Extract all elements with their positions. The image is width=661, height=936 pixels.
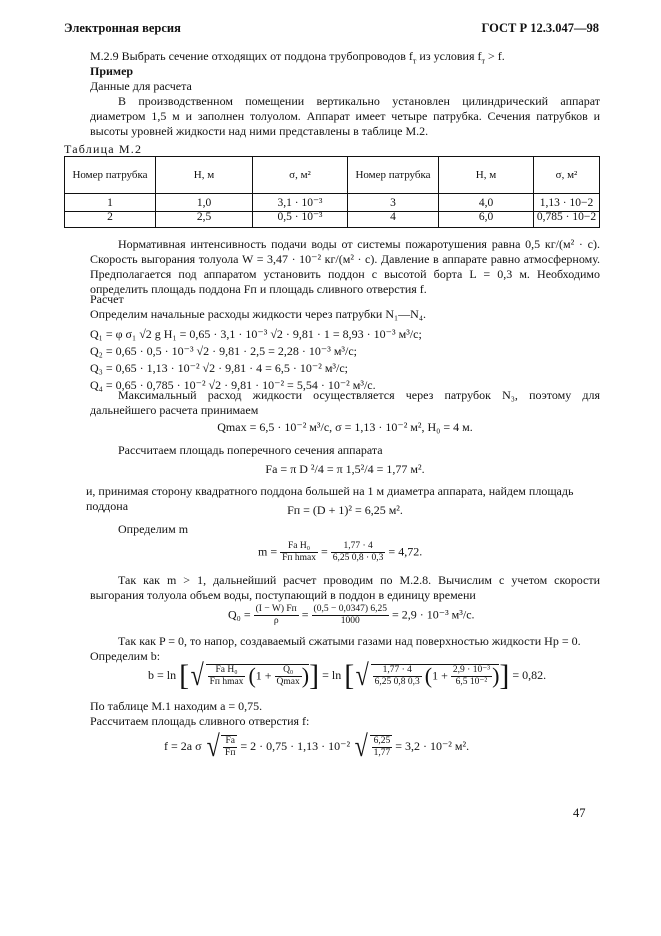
p-paragraph: Так как P = 0, то напор, создаваемый сжатыми газами над поверхностью жидкости Hр = 0. — [118, 634, 581, 648]
sqrt-icon: √ — [190, 659, 204, 692]
calc-block — [90, 292, 600, 393]
intro-paragraph: В производственном помещении вертикально установлен цилиндрический аппарат диаметром 1,5 м и заполнен толуолом. Аппарат имеет четыре патрубка. Сечения патрубков и высоты уровней жидкости над ними представлены в таблице М.2. — [90, 94, 600, 138]
formula-area: Fа = π D ²/4 = π 1,5²/4 = 1,77 м². — [265, 462, 425, 476]
m-label: Определим m — [118, 522, 189, 536]
table-header: H, м — [156, 157, 253, 194]
example-heading: Пример — [90, 64, 134, 78]
sqrt-icon: √ — [206, 730, 220, 763]
area-paragraph: Рассчитаем площадь поперечного сечения аппарата — [118, 443, 383, 457]
table-caption: Таблица М.2 — [64, 142, 143, 156]
formula-q0: Q₀ = $\frac{(I - W) Fп}{\rho}$ = $\frac{(0,5 - 0,0347) 6,25}{1000}$ = 2,9 · 10⁻³ м³/с. — [228, 604, 475, 626]
b-label: Определим b: — [90, 649, 161, 663]
fraction: $\frac{1,77 \cdot 4}{6,25 0,8 0,3}$ — [374, 664, 420, 687]
q4-line: Q₄ = 0,65 · 0,785 · 10⁻² √2 · 9,81 · 10⁻² = 5,54 · 10⁻² м³/с. — [90, 378, 376, 392]
table-header: σ, м² — [534, 157, 600, 194]
a-block — [90, 699, 600, 729]
page-number: 47 — [573, 806, 586, 820]
q3-line: Q₃ = 0,65 · 1,13 · 10⁻² √2 · 9,81 · 4 = 6,5 · 10⁻² м³/с; — [90, 361, 348, 375]
fraction: $\frac{\text{2,9 · 10⁻³}}{\text{6,5 10⁻²}}$ — [452, 664, 491, 687]
formula-m: m = $\frac{\text{Fа H₀}}{\text{Fп hmax}}$ = $\frac{1,77 \cdot 4}{6,25 0,8 \cdot 0,3}$ = 4,72. — [258, 541, 423, 563]
max-block — [90, 388, 600, 418]
formula-qmax: Qmax = 6,5 · 10⁻² м³/с, σ = 1,13 · 10⁻² м², H₀ = 4 м. — [217, 420, 473, 434]
formula-f: f = 2a σ √ $\frac{Fа}{Fп}$ = 2 · 0,75 · 1,13 · 10⁻² √ $\frac{6,25}{1,77}$ = 3,2 · 10⁻² м². — [164, 730, 470, 763]
sqrt-icon: √ — [354, 730, 368, 763]
header-left: Электронная версия — [64, 21, 181, 35]
a-paragraph: По таблице М.1 находим a = 0,75. — [90, 699, 263, 713]
fraction: $\frac{1,77 \cdot 4}{6,25 0,8 \cdot 0,3}$ — [332, 541, 384, 563]
fraction: $\frac{Fа}{Fп}$ — [225, 735, 236, 758]
table-header: σ, м² — [253, 157, 348, 194]
area-block — [90, 443, 600, 458]
q1-line: Q₁ = φ σ₁ √2 g H₁ = 0,65 · 3,1 · 10⁻³ √2 · 9,81 · 1 = 8,93 · 10⁻³ м³/с; — [90, 327, 422, 341]
fraction: $\frac{\text{Fа H₀}}{\text{Fп hmax}}$ — [209, 664, 244, 687]
sqrt-icon: √ — [355, 659, 370, 692]
formula-b: b = ln [√ $\frac{\text{Fа H₀}}{\text{Fп hmax}}$ (1 + $\frac{\text{Q₀}}{Qmax}$ )] = ln [√ $\frac{1,77 \cdot 4}{6,25 0,8 0,3}$ (1 + $\frac{\text{2,9 · 10⁻³}}{\text{6,5 10⁻²}}$ )] = 0,82. — [148, 659, 547, 692]
m2-block — [90, 573, 600, 603]
max-paragraph: Максимальный расход жидкости осуществляется через патрубок N₃, поэтому для дальнейшего расчета принимаем — [90, 388, 600, 417]
m-block — [90, 522, 600, 537]
m29-line: М.2.9 Выбрать сечение отходящих от поддона трубопроводов $f_т$ из условия $f_т > f$. — [90, 49, 505, 66]
tray-paragraph: и, принимая сторону квадратного поддона большей на 1 м диаметра аппарата, найдем площадь поддона — [86, 484, 574, 513]
table-header: Номер патрубка — [348, 157, 439, 194]
data-label: Данные для расчета — [90, 79, 192, 93]
header-right: ГОСТ Р 12.3.047—98 — [481, 21, 599, 35]
table-header: Номер патрубка — [65, 157, 156, 194]
q2-line: Q₂ = 0,65 · 0,5 · 10⁻³ √2 · 9,81 · 2,5 = 2,28 · 10⁻³ м³/с; — [90, 344, 357, 358]
calc-intro: Определим начальные расходы жидкости через патрубки N₁—N₄. — [90, 307, 427, 321]
fraction: $\frac{\text{Fа H₀}}{\text{Fп hmax}}$ — [282, 541, 316, 563]
fraction: $\frac{(I - W) Fп}{\rho}$ — [255, 604, 297, 626]
fraction: $\frac{6,25}{1,77}$ — [373, 735, 391, 758]
data-table — [64, 156, 600, 228]
f-label: Рассчитаем площадь сливного отверстия f: — [90, 714, 310, 728]
norm-paragraph: Нормативная интенсивность подачи воды от системы пожаротушения равна 0,5 кг/(м² · с). Скорость выгорания толуола W = 3,47 · 10⁻² кг/(м² · с). Давление в аппарате равно атмосферному. Предполагается под аппаратом установить поддон с высотой борта L = 0,3 м. Необходимо определить площадь поддона Fп и площадь сливного отверстия f. — [90, 237, 600, 296]
m2-paragraph: Так как m > 1, дальнейший расчет проводим по М.2.8. Вычислим с учетом скорости выгорания толуола объем воды, поступающий в поддон в единицу времени — [90, 573, 600, 602]
table-row: 1 1,0 3,1 · 10⁻³ 3 4,0 1,13 · 10−2 — [65, 194, 600, 212]
formula-tray: Fп = (D + 1)² = 6,25 м². — [287, 503, 403, 517]
intro-block — [90, 49, 600, 139]
norm-block — [90, 237, 600, 297]
fraction: $\frac{\text{Q₀}}{Qmax}$ — [276, 664, 300, 687]
fraction: $\frac{(0,5 - 0,0347) 6,25}{1000}$ — [313, 604, 387, 626]
table-header: H, м — [439, 157, 534, 194]
calc-label: Расчет — [90, 292, 124, 306]
table-row: 2 2,5 0,5 · 10⁻³ 4 6,0 0,785 · 10−2 — [65, 212, 600, 228]
